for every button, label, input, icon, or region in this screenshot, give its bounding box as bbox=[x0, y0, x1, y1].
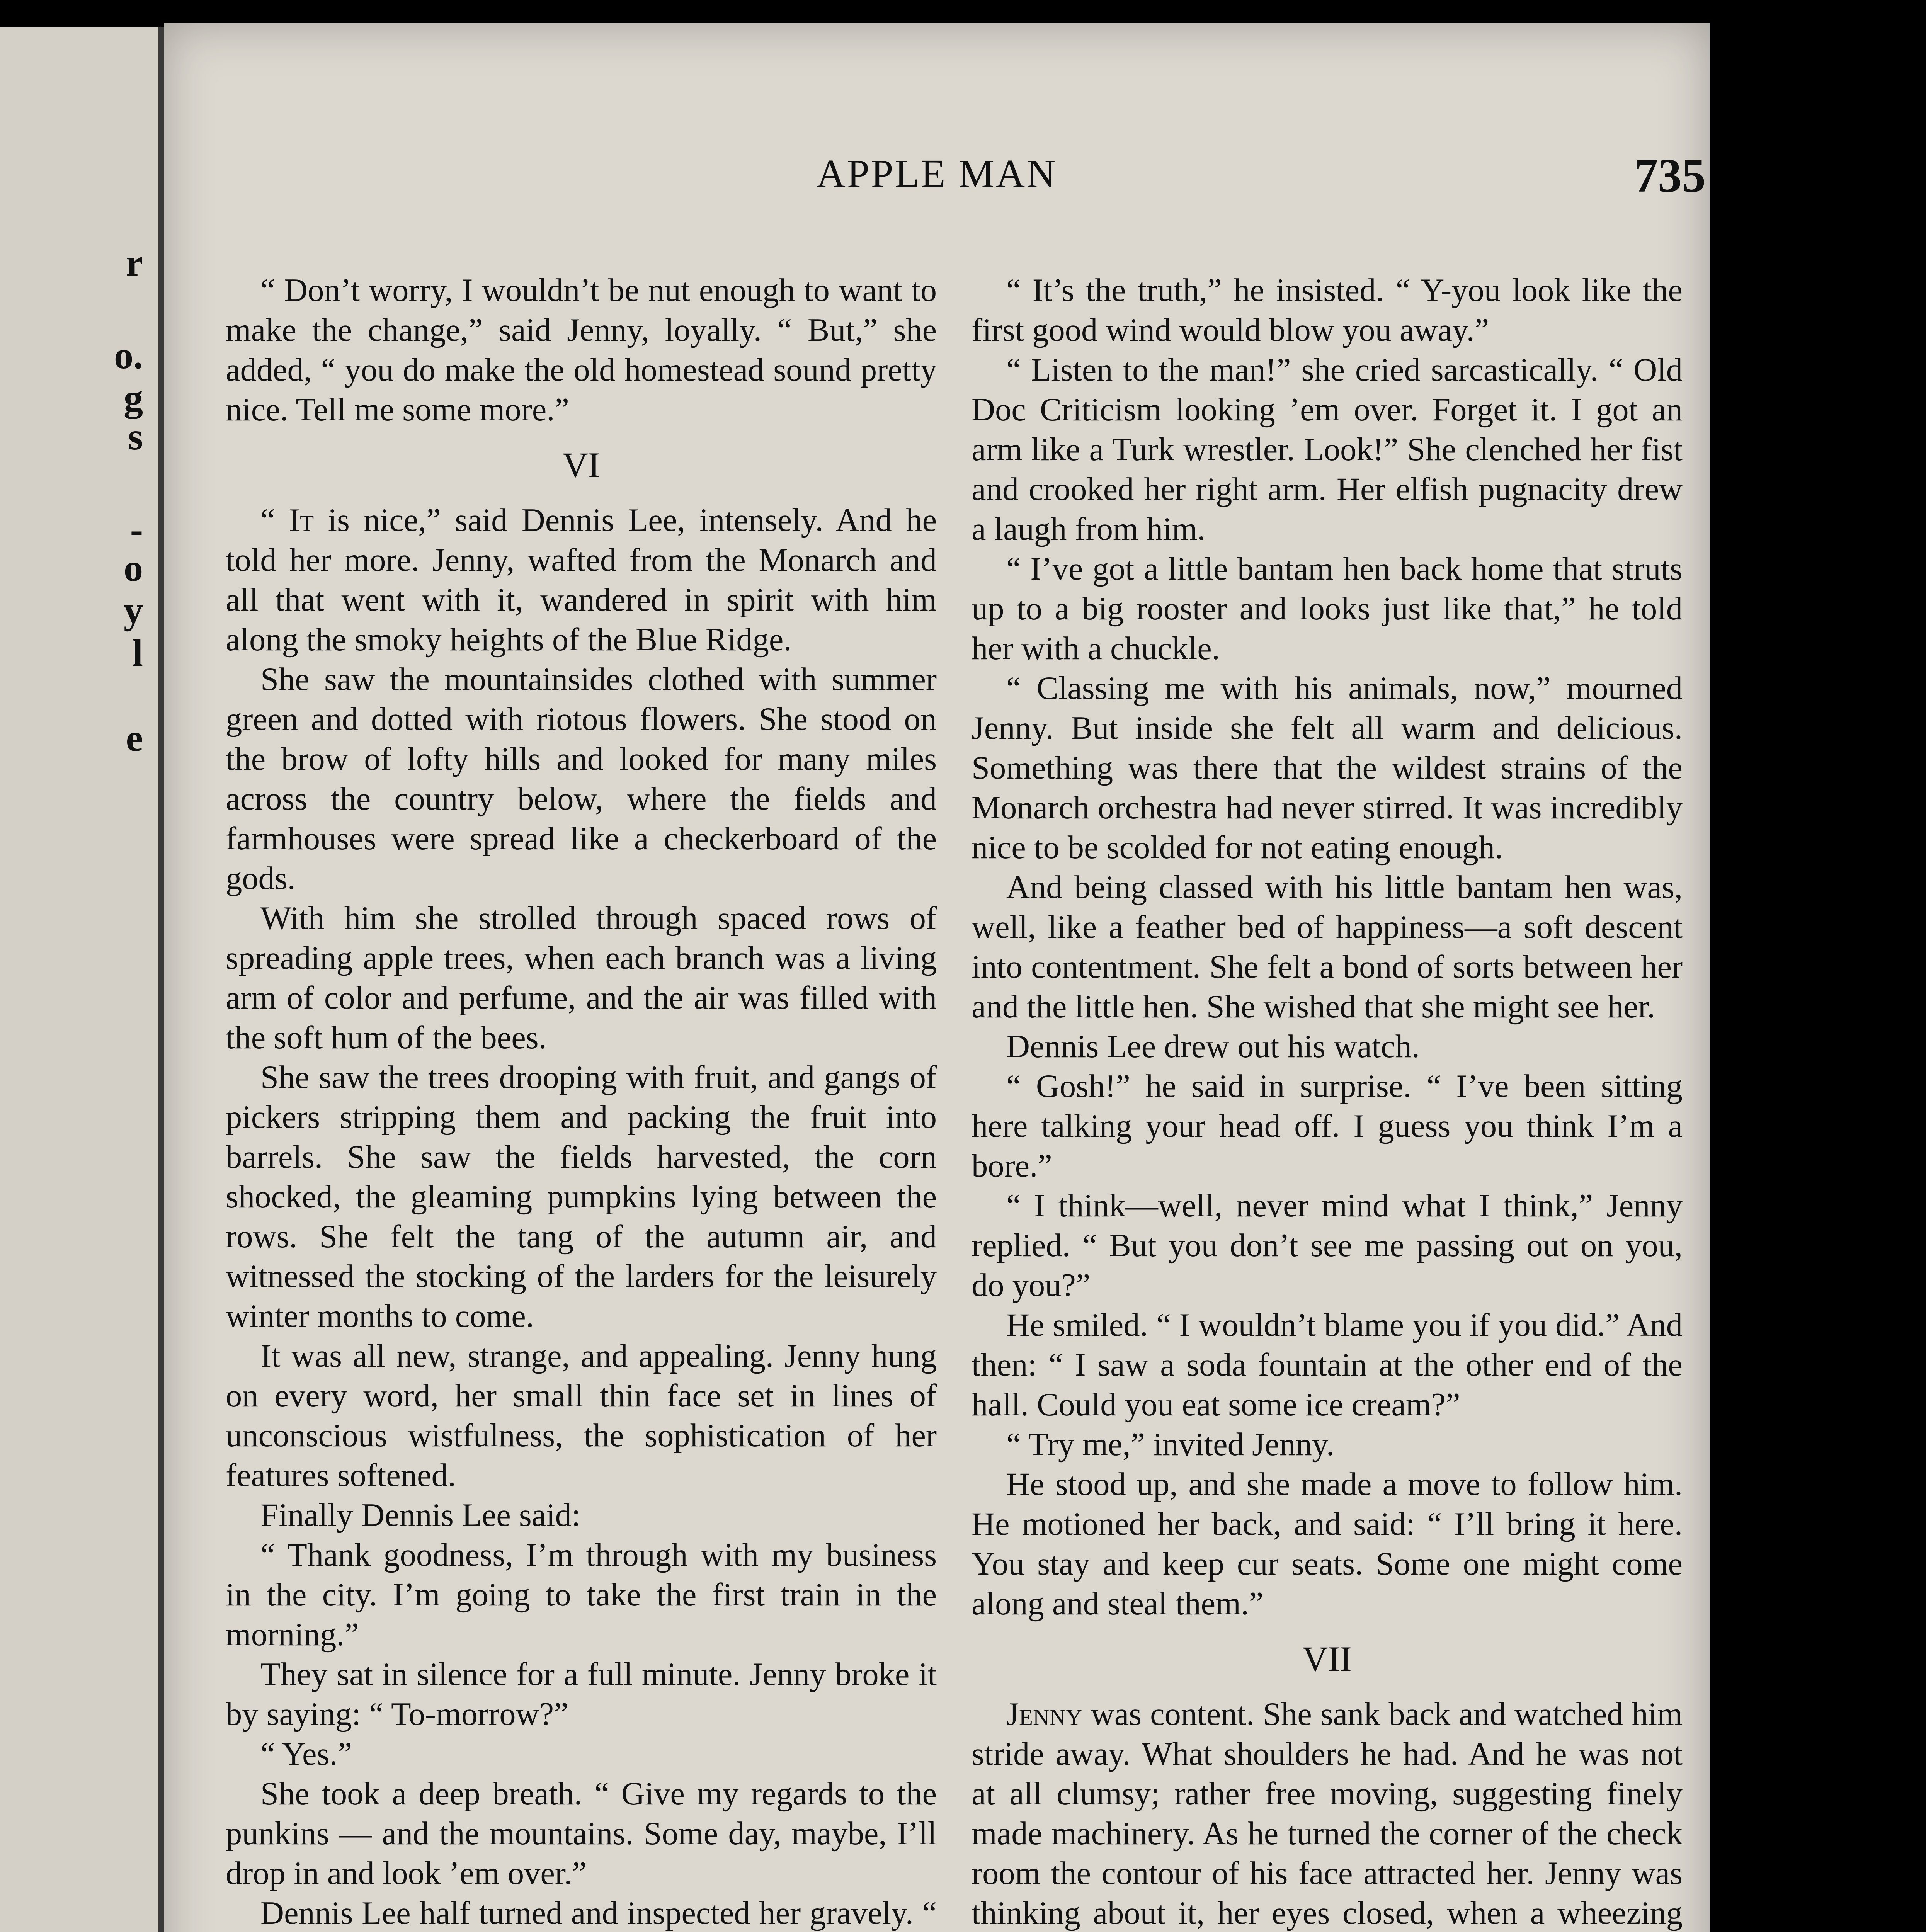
facing-page-fragment: r bbox=[126, 241, 143, 284]
facing-page-fragment: s bbox=[128, 415, 143, 458]
paragraph: Dennis Lee half turned and inspected her gravely. “ bbox=[260, 1895, 937, 1931]
left-text-column bbox=[226, 270, 937, 1932]
paragraph: He smiled. “ I wouldn’t blame you if you did.” And then: “ I saw a soda fountain at the other end of the hall. Could you eat some ice cream?” bbox=[972, 1307, 1683, 1423]
section-heading-vi: VI bbox=[562, 445, 600, 485]
paragraph: “ Thank goodness, I’m through with my business in the city. I’m going to take the first train in the morning.” bbox=[226, 1537, 937, 1653]
paragraph: “ It’s the truth,” he insisted. “ Y-you look like the first good wind would blow you away.” bbox=[972, 272, 1683, 348]
paragraph: “ Classing me with his animals, now,” mourned Jenny. But inside she felt all warm and delicious. Something was there that the wildest strains of the Monarch orchestra had never stirred. It was incredibly nice to be scolded for not eating enough. bbox=[972, 670, 1683, 866]
paragraph bbox=[972, 1694, 1683, 1932]
small-caps-lead: “ It bbox=[260, 502, 314, 538]
small-caps-lead: Jenny bbox=[1006, 1696, 1082, 1732]
facing-page-fragment: y bbox=[124, 589, 143, 632]
paragraph: She took a deep breath. “ Give my regards to the punkins — and the mountains. Some day, maybe, I’ll drop in and look ’em over.” bbox=[226, 1776, 937, 1891]
page-header bbox=[164, 151, 1710, 213]
paragraph: They sat in silence for a full minute. Jenny broke it by saying: “ To-morrow?” bbox=[226, 1656, 937, 1732]
facing-page-fragment: o. bbox=[114, 334, 143, 377]
facing-page-fragment: o bbox=[124, 546, 143, 589]
paragraph bbox=[226, 500, 937, 660]
paragraph-text: is nice,” said Dennis Lee, intensely. And he told her more. Jenny, wafted from the Monarch and all that went with it, wandered in spirit with him along the smoky heights of the Blue Ridge. bbox=[226, 502, 937, 658]
paragraph: “ I think—well, never mind what I think,” Jenny replied. “ But you don’t see me passing out on you, do you?” bbox=[972, 1188, 1683, 1303]
paragraph: “ Yes.” bbox=[260, 1736, 352, 1772]
paragraph: It was all new, strange, and appealing. Jenny hung on every word, her small thin face set in lines of unconscious wistfulness, the sophistication of her features softened. bbox=[226, 1338, 937, 1493]
paragraph: “ Gosh!” he said in surprise. “ I’ve been sitting here talking your head off. I guess you think I’m a bore.” bbox=[972, 1068, 1683, 1184]
running-title: APPLE MAN bbox=[816, 151, 1057, 196]
facing-page-edge bbox=[0, 27, 164, 1932]
paragraph: “ Don’t worry, I wouldn’t be nut enough to want to make the change,” said Jenny, loyally. “ But,” she added, “ you do make the old homestead sound pretty nice. Tell me some more.” bbox=[226, 272, 937, 428]
page-number: 735 bbox=[1634, 149, 1706, 202]
paragraph: “ Try me,” invited Jenny. bbox=[1006, 1427, 1334, 1463]
right-text-column bbox=[972, 270, 1683, 1932]
paragraph: “ Listen to the man!” she cried sarcastically. “ Old Doc Criticism looking ’em over. Forget it. I got an arm like a Turk wrestler. Look!” She clenched her fist and crooked her right arm. Her elfish pugnacity drew a laugh from him. bbox=[972, 352, 1683, 547]
facing-page-fragment: l bbox=[132, 631, 143, 674]
paragraph-text: was content. She sank back and watched him stride away. What shoulders he had. And he was not at all clumsy; rather free moving, suggesting finely made machinery. As he turned the corner of the check room the contour of his face attracted her. Jenny was thinking about it, her eyes closed, when a wheezing bbox=[972, 1696, 1683, 1931]
paragraph: He stood up, and she made a move to follow him. He motioned her back, and said: “ I’ll bring it here. You stay and keep cur seats. Some one might come along and steal them.” bbox=[972, 1466, 1683, 1622]
facing-page-fragment: e bbox=[126, 716, 143, 759]
facing-page-fragment: - bbox=[130, 508, 143, 551]
section-heading-vii: VII bbox=[1302, 1639, 1352, 1679]
paragraph: And being classed with his little bantam hen was, well, like a feather bed of happiness—a soft descent into contentment. She felt a bond of sorts between her and the little hen. She wished that she might see her. bbox=[972, 869, 1683, 1025]
book-page bbox=[164, 23, 1710, 1932]
paragraph: She saw the trees drooping with fruit, and gangs of pickers stripping them and packing the fruit into barrels. She saw the fields harvested, the corn shocked, the gleaming pumpkins lying between the rows. She felt the tang of the autumn air, and witnessed the stocking of the larders for the leisurely winter months to come. bbox=[226, 1060, 937, 1334]
paragraph: She saw the mountainsides clothed with summer green and dotted with riotous flowers. She stood on the brow of lofty hills and looked for many miles across the country below, where the fields and farmhouses were spread like a checkerboard of the gods. bbox=[226, 662, 937, 896]
paragraph: Dennis Lee drew out his watch. bbox=[1006, 1029, 1420, 1065]
facing-page-fragment: g bbox=[124, 376, 143, 419]
paragraph: Finally Dennis Lee said: bbox=[260, 1497, 581, 1533]
paragraph: With him she strolled through spaced rows of spreading apple trees, when each branch was a living arm of color and perfume, and the air was filled with the soft hum of the bees. bbox=[226, 900, 937, 1056]
paragraph: “ I’ve got a little bantam hen back home that struts up to a big rooster and looks just like that,” he told her with a chuckle. bbox=[972, 551, 1683, 667]
